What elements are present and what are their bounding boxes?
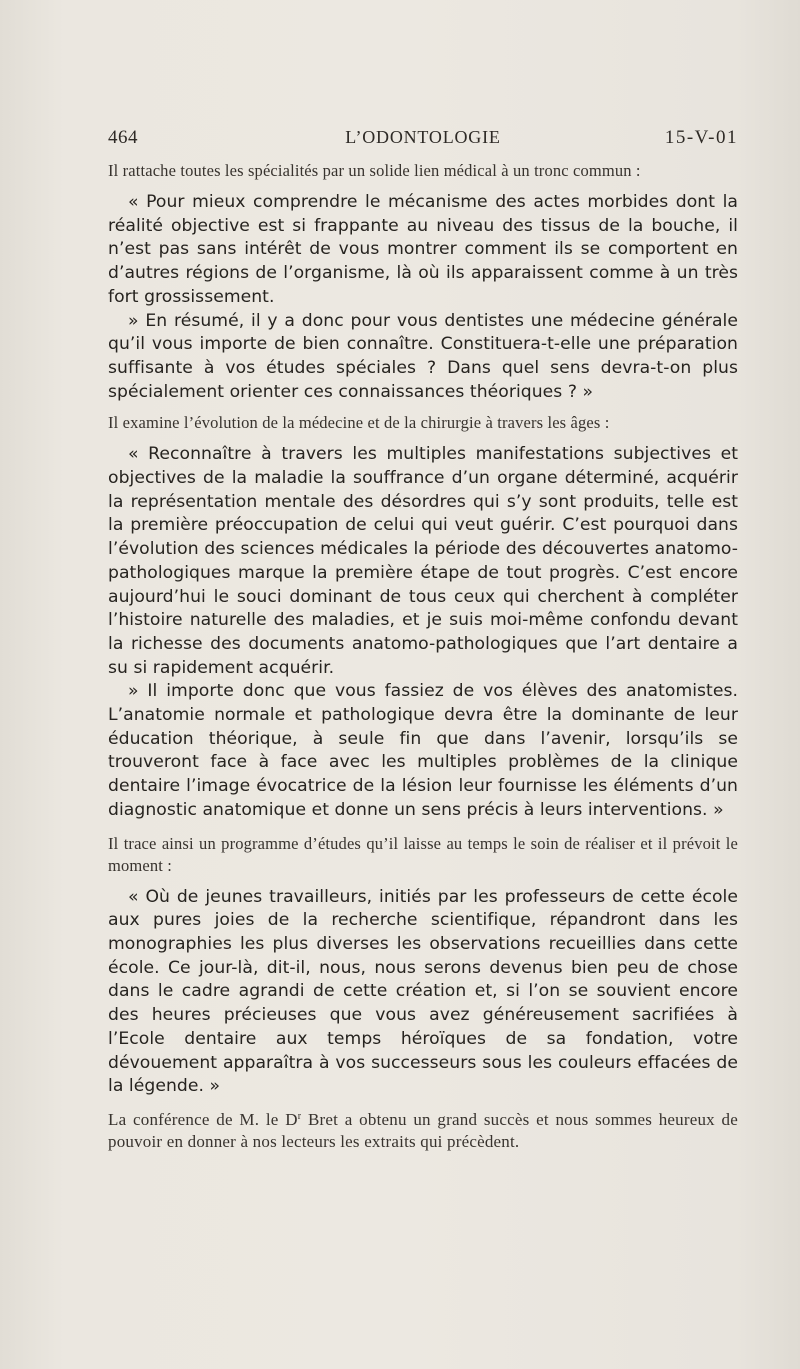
closing-paragraph	[108, 1109, 738, 1153]
closing-superscript: r	[297, 1110, 302, 1122]
journal-title: L’ODONTOLOGIE	[345, 127, 501, 147]
paragraph-narration: Il trace ainsi un programme d’études qu’il laisse au temps le soin de réaliser et il prévoit le moment :	[108, 833, 738, 875]
quote-paragraph: » En résumé, il y a donc pour vous dentistes une médecine générale qu’il vous importe de bien connaître. Constituera-t-elle une préparation suffisante à vos études spéciales ? Dans quel sens devra-t-on plus spécialement orienter ces connaissances théoriques ? »	[108, 310, 738, 402]
quote-paragraph: » Il importe donc que vous fassiez de vos élèves des anatomistes. L’anatomie normale et pathologique devra être la dominante de leur éducation théorique, à seule fin que dans l’avenir, lorsqu’ils se trouveront face à face avec les multiples problèmes de la clinique dentaire l’image évocatrice de la lésion leur fournisse les éléments d’un diagnostic anatomique et donne un sens précis à leurs interventions. »	[108, 681, 738, 820]
quote-paragraph: « Où de jeunes travailleurs, initiés par les professeurs de cette école aux pures joies de la recherche scientifique, répandront dans les monographies les plus diverses les observations recueillies dans cette école. Ce jour-là, dit-il, nous, nous serons devenus bien peu de chose dans le cadre agrandi de cette création et, si l’on se souvient encore des heures précieuses que vous avez généreusement sacrifiées à l’Ecole dentaire aux temps héroïques de sa fondation, votre dévouement apparaîtra à vos successeurs sous les couleurs effacées de la légende. »	[108, 886, 738, 1097]
page-number: 464	[108, 127, 138, 148]
closing-text-end: Bret a obtenu un grand succès et nous sommes heureux de pouvoir en donner à nos lecteurs les extraits qui précèdent.	[108, 1109, 738, 1151]
running-head	[108, 127, 738, 153]
paragraph-narration: Il examine l’évolution de la médecine et de la chirurgie à travers les âges :	[108, 413, 610, 433]
issue-date: 15-V-01	[664, 127, 738, 148]
article-body	[108, 160, 738, 1153]
closing-text-start: La conférence de M. le D	[108, 1109, 298, 1129]
quote-paragraph: « Pour mieux comprendre le mécanisme des actes morbides dont la réalité objective est si frappante au niveau des tissus de la bouche, il n’est pas sans intérêt de vous montrer comment ils se comportent en d’autres régions de l’organisme, là où ils apparaissent comme à un très fort grossissement.	[108, 192, 738, 307]
quote-paragraph: « Reconnaître à travers les multiples manifestations subjectives et objectives de la maladie la souffrance d’un organe déterminé, acquérir la représentation mentale des désordres qui s’y sont produits, telle est la première préoccupation de celui qui veut guérir. C’est pourquoi dans l’évolution des sciences médicales la période des découvertes anatomo-pathologiques marque la première étape de tout progrès. C’est encore aujourd’hui le souci dominant de tous ceux qui cherchent à compléter l’histoire naturelle des maladies, et je suis moi-même confondu devant la richesse des documents anatomo-pathologiques que l’art dentaire a su si rapidement acquérir.	[108, 444, 738, 678]
paragraph-intro: Il rattache toutes les spécialités par un solide lien médical à un tronc commun :	[108, 161, 641, 180]
